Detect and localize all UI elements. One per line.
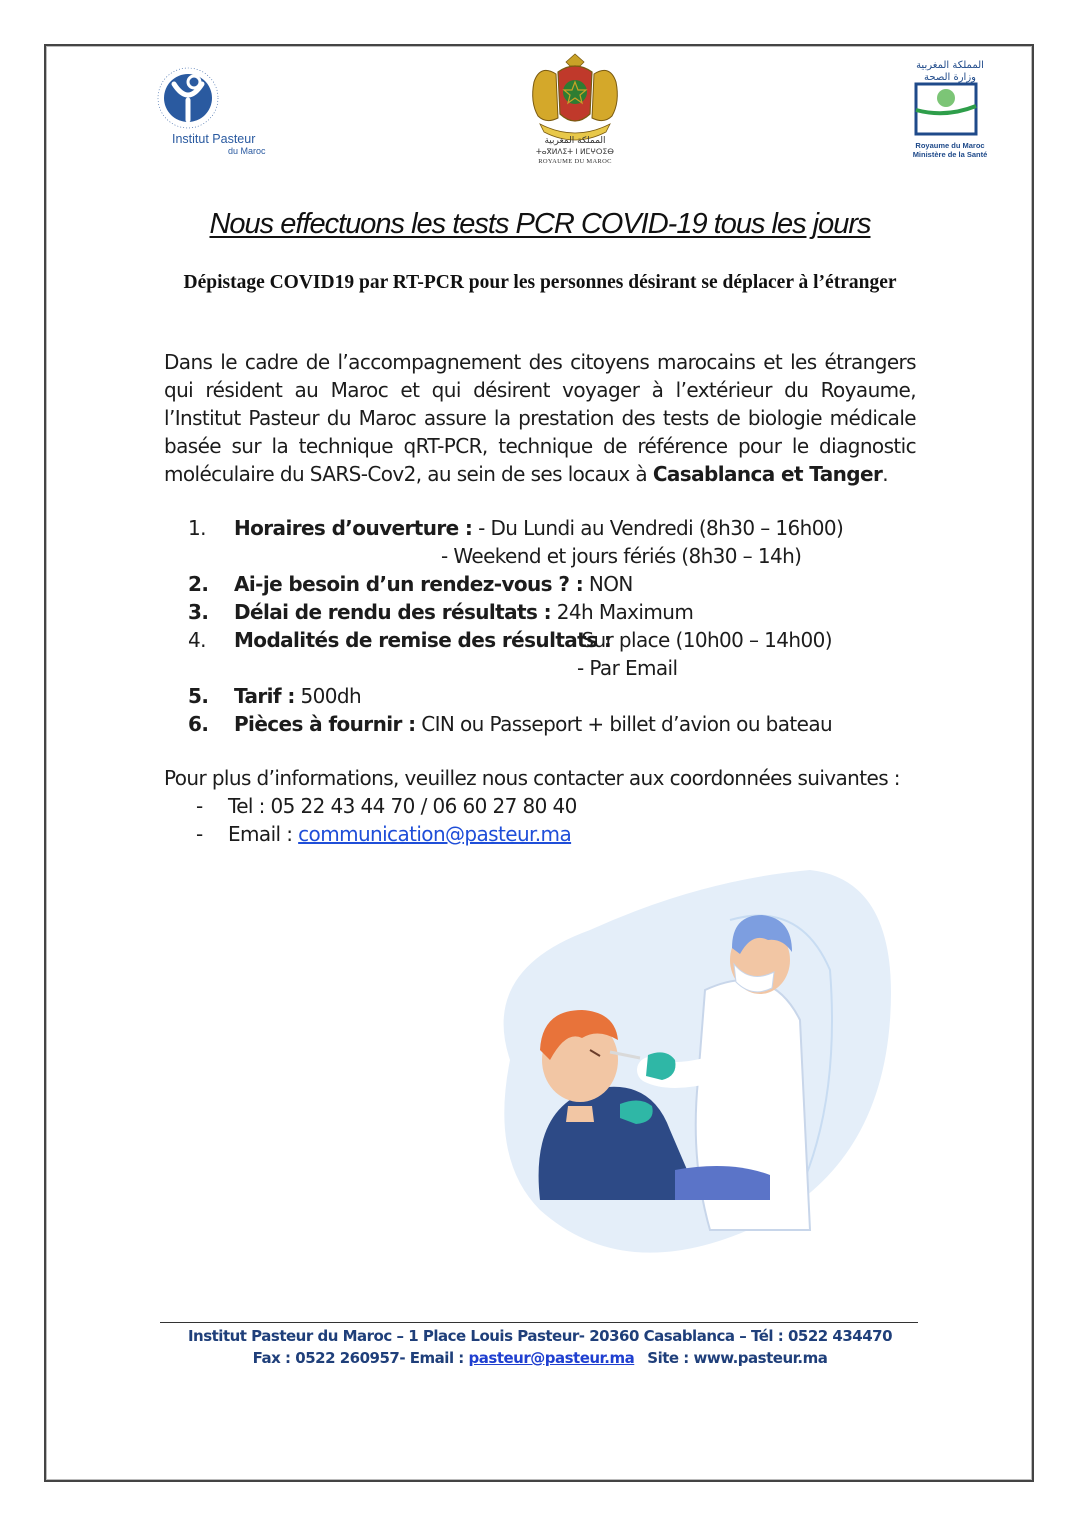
pasteur-logo-subname: du Maroc [228,146,266,156]
list-label: Tarif : [234,684,295,708]
page-subtitle: Dépistage COVID19 par RT-PCR pour les personnes désirant se déplacer à l’étranger [183,272,897,293]
list-value: 500dh [294,684,362,708]
intro-paragraph: Dans le cadre de l’accompagnement des citoyens marocains et les étrangers qui résident au Maroc et qui désirent voyager à l’extérieur du Royaume, l’Institut Pasteur du Maroc assure la prestation des tests de biologie médicale basée sur la technique qRT-PCR, technique de référence pour le diagnostic moléculaire du SARS-Cov2, au sein de ses locaux à Casablanca et Tanger. [164,350,916,486]
royaume-logo-arabic: المملكة المغربية [544,136,606,146]
footer-email-link[interactable]: pasteur@pasteur.ma [468,1349,635,1367]
list-value: CIN ou Passeport + billet d’avion ou bateau [415,712,833,736]
list-value: - Sur place (10h00 – 14h00) [569,628,832,652]
footer-address: Institut Pasteur du Maroc – 1 Place Louis Pasteur- 20360 Casablanca – Tél : 0522 434470 [187,1327,893,1345]
list-number: 1. [188,516,206,540]
footer-site: Site : www.pasteur.ma [647,1349,828,1367]
pcr-test-illustration [470,860,900,1280]
list-number: 6. [188,712,209,736]
list-number: 4. [188,628,206,652]
pasteur-logo-name: Institut Pasteur [172,132,256,146]
footer-contact: Fax : 0522 260957- Email : pasteur@pasteur.ma Site : www.pasteur.ma [252,1349,828,1367]
list-value: - Du Lundi au Vendredi (8h30 – 16h00) [472,516,844,540]
list-item-continuation: - Par Email [577,656,678,680]
list-label: Modalités de remise des résultats : [234,628,612,652]
royaume-logo-tifinagh: ⵜⴰⴳⵍⴷⵉⵜ ⵏ ⵍⵎⵖⵔⵉⴱ [536,147,614,156]
ministere-logo-arabic: المملكة المغربية وزارة الصحة [916,60,984,83]
intro-bold-cities: Casablanca et Tanger [652,462,883,486]
list-number: 3. [188,600,209,624]
list-label: Pièces à fournir : [234,712,416,736]
royaume-logo-french: ROYAUME DU MAROC [538,158,612,165]
list-label: Délai de rendu des résultats : [234,600,552,624]
list-number: 2. [188,572,209,596]
list-label: Ai-je besoin d’un rendez-vous ? : [234,572,584,596]
list-number: 5. [188,684,209,708]
ministere-logo-french: Royaume du Maroc Ministère de la Santé [912,141,988,159]
contact-email-link[interactable]: communication@pasteur.ma [298,822,572,846]
page-title: Nous effectuons les tests PCR COVID-19 tous les jours [209,208,871,240]
contact-intro: Pour plus d’informations, veuillez nous contacter aux coordonnées suivantes : [164,766,900,790]
list-item-continuation: - Weekend et jours fériés (8h30 – 14h) [441,544,802,568]
list-label: Horaires d’ouverture : [234,516,473,540]
list-value: 24h Maximum [551,600,694,624]
list-value: NON [583,572,633,596]
footer-divider [160,1322,918,1323]
